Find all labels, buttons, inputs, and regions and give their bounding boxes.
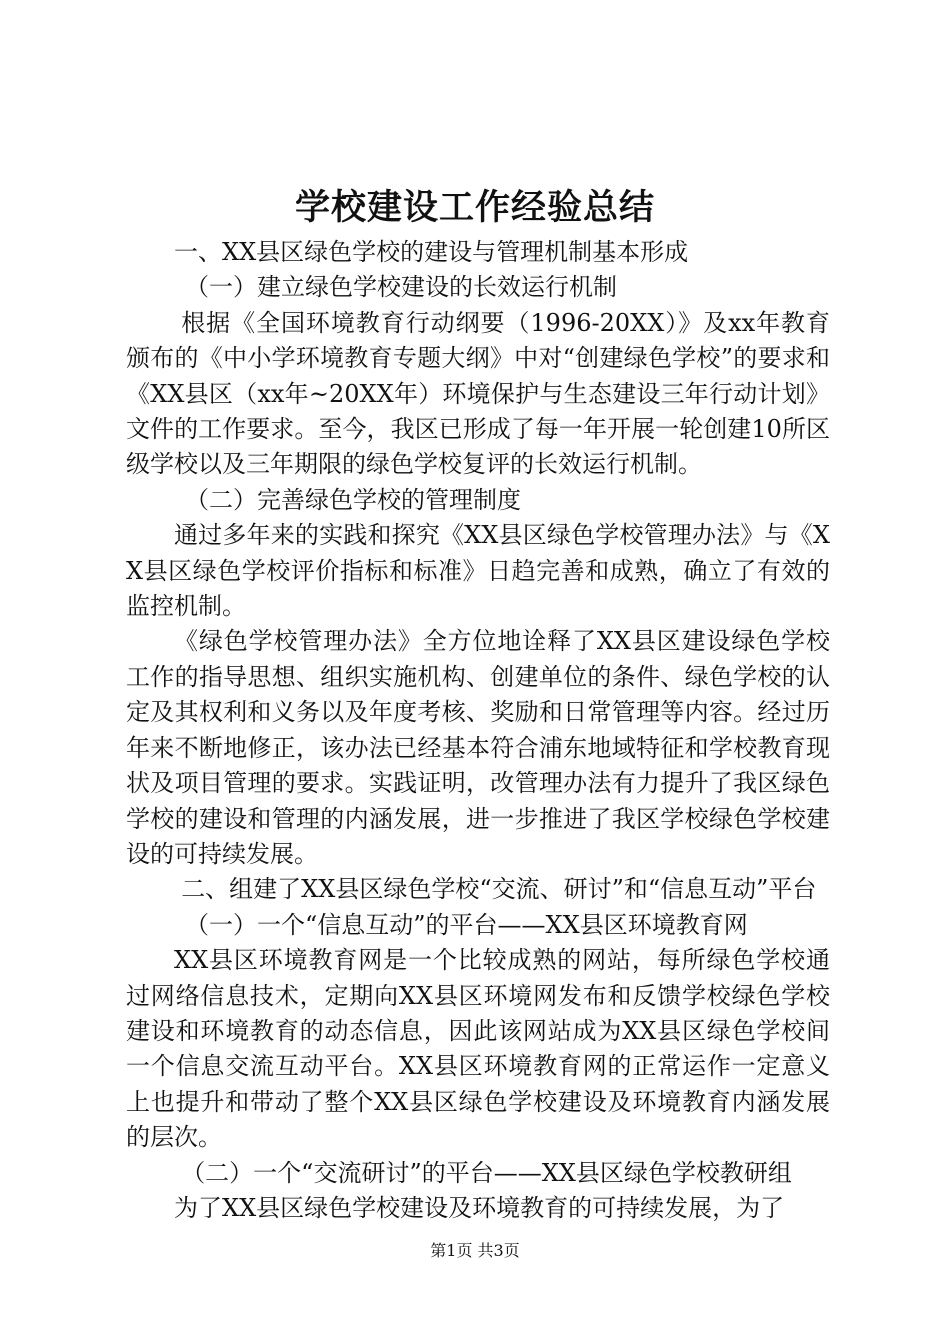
subsection-heading-2-2: （二）一个“交流研讨”的平台——XX县区绿色学校教研组 xyxy=(181,1158,792,1187)
subsection-heading-2-1: （一）一个“信息互动”的平台——XX县区环境教育网 xyxy=(185,910,748,939)
section-heading-1: 一、XX县区绿色学校的建设与管理机制基本形成 xyxy=(174,238,689,266)
page-number-footer: 第1页 共3页 xyxy=(430,1241,520,1260)
subsection-heading-1-1: （一）建立绿色学校建设的长效运行机制 xyxy=(185,273,617,302)
document-title: 学校建设工作经验总结 xyxy=(294,187,655,228)
body-paragraph: 《绿色学校管理办法》全方位地诠释了XX县区建设绿色学校工作的指导思想、组织实施机构、创建单位的条件、绿色学校的认定及其权利和义务以及年度考核、奖励和日常管理等内容。经过历年来不断地修正，该办法已经基本符合浦东地域特征和学校教育现状及项目管理的要求。实践证明，改管理办法有力提升了我区绿色学校的建设和管理的内涵发展，进一步推进了我区学校绿色学校建设的可持续发展。 xyxy=(126,627,830,868)
body-paragraph: 根据《全国环境教育行动纲要（1996-20XX）》及xx年教育颁布的《中小学环境教育专题大纲》中对“创建绿色学校”的要求和《XX县区（xx年~20XX年）环境保护与生态建设三年行动计划》文件的工作要求。至今，我区已形成了每一年开展一轮创建10所区级学校以及三年期限的绿色学校复评的长效运行机制。 xyxy=(126,308,830,479)
subsection-heading-1-2: （二）完善绿色学校的管理制度 xyxy=(185,485,521,514)
section-heading-2: 二、组建了XX县区绿色学校“交流、研讨”和“信息互动”平台 xyxy=(181,875,817,904)
document-body xyxy=(126,235,830,1226)
body-paragraph: XX县区环境教育网是一个比较成熟的网站，每所绿色学校通过网络信息技术，定期向XX县区环境网发布和反馈学校绿色学校建设和环境教育的动态信息，因此该网站成为XX县区绿色学校间一个信息交流互动平台。XX县区环境教育网的正常运作一定意义上也提升和带动了整个XX县区绿色学校建设及环境教育内涵发展的层次。 xyxy=(126,946,830,1152)
body-paragraph: 通过多年来的实践和探究《XX县区绿色学校管理办法》与《XX县区绿色学校评价指标和标准》日趋完善和成熟，确立了有效的监控机制。 xyxy=(126,521,830,621)
body-paragraph: 为了XX县区绿色学校建设及环境教育的可持续发展，为了 xyxy=(174,1193,785,1222)
